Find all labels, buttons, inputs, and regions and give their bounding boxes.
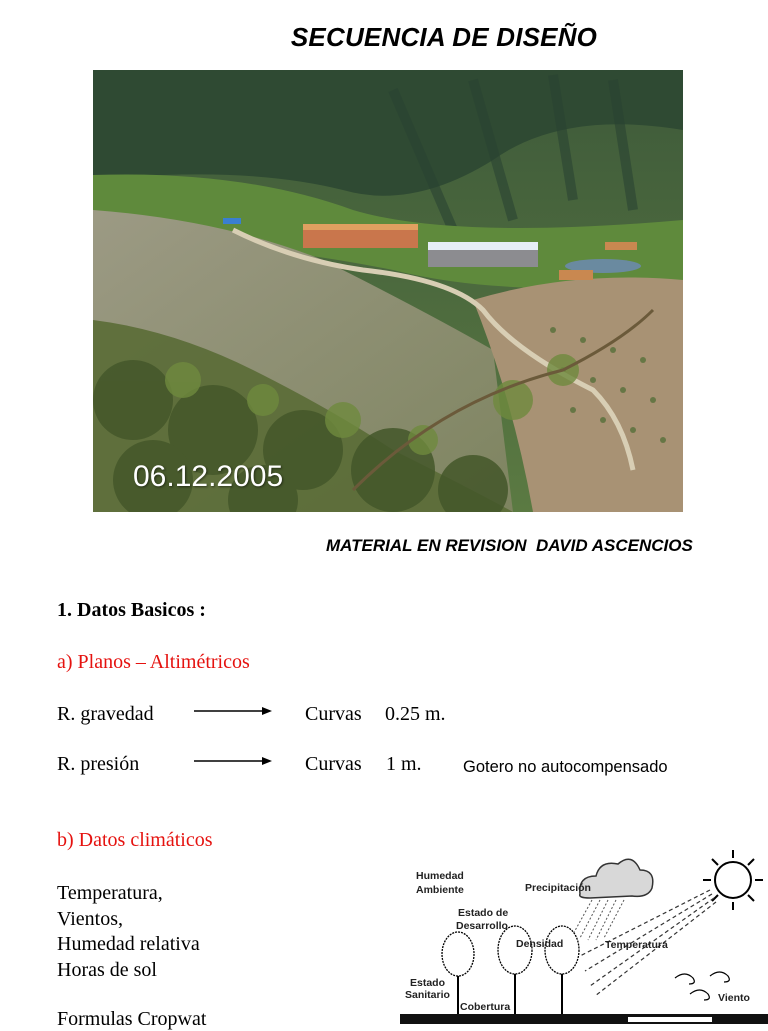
sun-icon — [703, 850, 763, 910]
subsection-a-heading: a) Planos – Altimétricos — [57, 651, 250, 673]
label-precipitacion: Precipitación — [525, 882, 591, 894]
section-heading: 1. Datos Basicos : — [57, 599, 206, 621]
label-humedad: Humedad — [416, 870, 464, 882]
label-viento: Viento — [718, 992, 750, 1004]
label-desarrollo: Desarrollo — [456, 920, 508, 932]
climate-list — [57, 881, 200, 983]
landscape-illustration — [93, 70, 683, 512]
subsection-b-heading: b) Datos climáticos — [57, 829, 213, 851]
dropper-note: Gotero no autocompensado — [463, 758, 668, 776]
landscape-photo — [93, 70, 683, 512]
row-gravity-value: 0.25 m. — [385, 703, 446, 725]
ground-marker — [628, 1017, 712, 1022]
row-pressure-curves-label: Curvas — [305, 753, 362, 775]
label-temperatura: Temperatura — [605, 939, 668, 951]
rain-icon — [572, 900, 624, 940]
climate-item: Horas de sol — [57, 958, 157, 981]
cropwat-formulas: Formulas Cropwat — [57, 1008, 207, 1030]
climate-item: Humedad relativa — [57, 933, 200, 955]
row-gravity-label: R. gravedad — [57, 703, 154, 725]
label-sanitario: Sanitario — [405, 989, 450, 1001]
label-estado: Estado — [410, 977, 446, 989]
climate-item: Vientos, — [57, 907, 124, 930]
ground-strip — [400, 1014, 768, 1024]
label-densidad: Densidad — [516, 938, 564, 950]
row-pressure-label: R. presión — [57, 753, 140, 775]
label-cobertura: Cobertura — [460, 1001, 511, 1013]
page-title: SECUENCIA DE DISEÑO — [290, 22, 598, 52]
photo-date-stamp: 06.12.2005 — [133, 460, 284, 493]
row-pressure-value: 1 m. — [386, 753, 422, 775]
row-gravity-curves-label: Curvas — [305, 703, 362, 725]
arrow-right-icon — [194, 754, 274, 768]
climate-item: Temperatura, — [57, 882, 163, 904]
climate-factors-diagram — [400, 846, 768, 1024]
arrow-right-icon — [194, 704, 274, 718]
label-estado-de: Estado de — [458, 907, 509, 919]
credit-line: MATERIAL EN REVISION DAVID ASCENCIOS — [326, 536, 693, 555]
label-ambiente: Ambiente — [416, 884, 464, 896]
